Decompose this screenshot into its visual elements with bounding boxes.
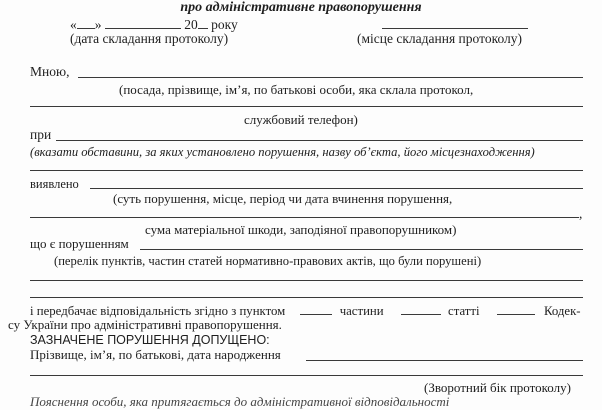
liability-part: частини	[339, 304, 384, 318]
liability-article: статті	[448, 304, 480, 318]
violation-field[interactable]	[140, 249, 583, 250]
date-caption: (дата складання протоколу)	[70, 31, 229, 46]
year-field[interactable]	[198, 16, 208, 29]
detected-comma: ,	[579, 206, 583, 221]
place-field[interactable]	[382, 28, 528, 29]
day-field[interactable]	[77, 16, 95, 29]
explanation-label-cutoff: Пояснення особи, яка притягається до адміністративної відповідальності	[30, 394, 450, 409]
year-prefix: 20	[184, 17, 198, 32]
detected-caption-1: (суть порушення, місце, період чи дата вчинення порушення,	[113, 191, 453, 206]
liability-text-2: су України про адміністративні правопорушення.	[8, 317, 282, 332]
author-field-2[interactable]	[30, 106, 583, 107]
author-field[interactable]	[78, 77, 583, 78]
day-open-quote: «	[70, 17, 77, 32]
author-caption-1: (посада, прізвище, ім’я, по батькові особи, яка склала протокол,	[119, 82, 474, 97]
circumstances-field-2[interactable]	[30, 170, 583, 171]
month-field[interactable]	[105, 16, 181, 29]
part-field[interactable]	[401, 302, 441, 315]
place-caption: (місце складання протоколу)	[357, 31, 522, 46]
violation-field-2[interactable]	[30, 280, 583, 281]
detected-caption-2: сума матеріальної шкоди, заподіяної правопорушником)	[145, 222, 457, 237]
reverse-side-caption: (Зворотний бік протоколу)	[424, 380, 571, 395]
point-field[interactable]	[300, 302, 332, 315]
article-field[interactable]	[497, 302, 535, 315]
day-close-quote: »	[94, 17, 102, 32]
liability-text-1: і передбачає відповідальність згідно з пунктом	[30, 304, 286, 318]
detected-field[interactable]	[90, 188, 583, 189]
violation-label: що є порушенням	[30, 236, 129, 251]
author-label: Мною,	[30, 64, 70, 79]
offender-name-field-2[interactable]	[30, 375, 583, 376]
circumstances-label: при	[30, 127, 52, 142]
offender-heading: ЗАЗНАЧЕНЕ ПОРУШЕННЯ ДОПУЩЕНО:	[30, 333, 270, 347]
violation-field-3[interactable]	[30, 297, 583, 298]
author-caption-2: службовий телефон)	[244, 112, 358, 127]
detected-label: виявлено	[30, 177, 79, 191]
circumstances-field[interactable]	[56, 140, 583, 141]
offender-name-field[interactable]	[306, 360, 583, 361]
offender-name-label: Прізвище, ім’я, по батькові, дата народження	[30, 347, 281, 362]
liability-code: Кодек-	[543, 304, 581, 318]
detected-field-2[interactable]	[30, 217, 579, 218]
circumstances-caption: (вказати обставини, за яких установлено порушення, назву об’єкта, його місцезнаходження)	[30, 145, 535, 159]
document-subtitle: про адміністративне правопорушення	[180, 0, 422, 15]
violation-caption: (перелік пунктів, частин статей нормативно-правових актів, що були порушені)	[54, 254, 482, 268]
year-suffix: року	[211, 17, 238, 32]
